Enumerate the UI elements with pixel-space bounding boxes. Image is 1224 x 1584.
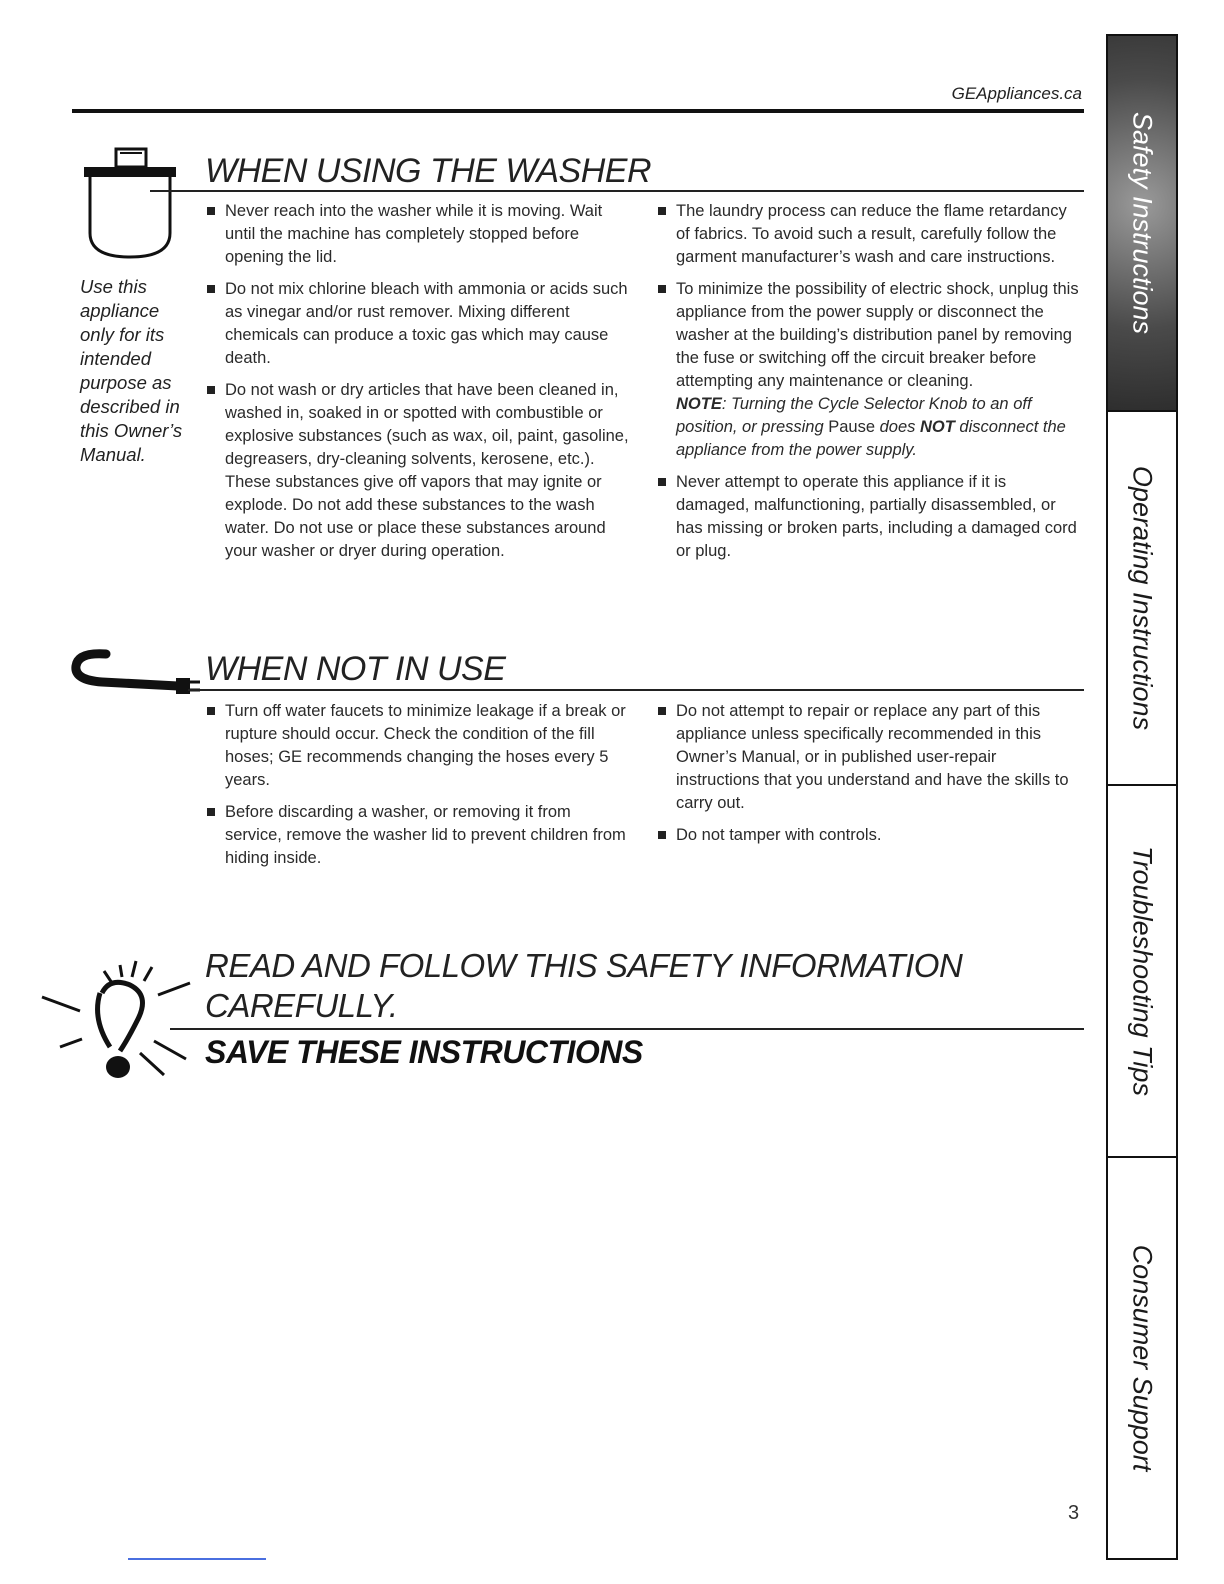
list-item: Do not wash or dry articles that have been cleaned in, washed in, soaked in or spotted with combustible or explosive substances (such as wax, oil, paint, gasoline, degreasers, dry-cleaning solvents, kerosene, etc.). These substances give off vapors that may ignite or explode. Do not add these substances to the wash water. Do not use or place these substances around your washer or dryer during operation. <box>205 379 630 563</box>
list-item: Turn off water faucets to minimize leakage if a break or rupture should occur. Check the condition of the fill hoses; GE recommends changing the hoses every 5 years. <box>205 700 630 792</box>
tab-operating-instructions[interactable] <box>1108 412 1176 786</box>
safety-heading-line1: READ AND FOLLOW THIS SAFETY INFORMATION <box>205 947 963 984</box>
closing-rule <box>170 1028 1084 1030</box>
washer-left-column <box>205 200 630 572</box>
list-item: The laundry process can reduce the flame retardancy of fabrics. To avoid such a result, carefully follow the garment manufacturer’s wash and care instructions. <box>656 200 1084 269</box>
note-label: NOTE <box>676 395 722 413</box>
safety-heading-line2: CAREFULLY. <box>205 987 398 1024</box>
side-note: Use this appliance only for its intended purpose as described in this Owner’s Manual. <box>80 276 183 465</box>
section-title-not-in-use: WHEN NOT IN USE <box>205 650 506 688</box>
section-rule-washer <box>150 190 1084 192</box>
tab-label: Operating Instructions <box>1127 465 1158 731</box>
list-item: Do not tamper with controls. <box>656 824 1084 847</box>
note-pause: Pause <box>828 418 876 436</box>
section-rule-not-in-use <box>188 689 1084 691</box>
tab-safety-instructions[interactable] <box>1108 36 1176 412</box>
header-rule <box>72 109 1084 113</box>
site-url: GEAppliances.ca <box>951 84 1082 103</box>
note-part: : Turning the Cycle Selector Knob to an off position, or pressing <box>676 395 1032 436</box>
washer-icon <box>80 145 180 263</box>
note-part: does <box>875 418 920 436</box>
tab-label: Safety Instructions <box>1127 111 1158 335</box>
section-title-washer: WHEN USING THE WASHER <box>205 152 652 190</box>
not-in-use-right-column <box>656 700 1084 856</box>
safety-heading <box>205 946 962 1026</box>
plug-icon <box>58 640 208 700</box>
note-text <box>656 393 1084 462</box>
list-item: To minimize the possibility of electric shock, unplug this appliance from the power supply or disconnect the washer at the building’s distribution panel by removing the fuse or switching off the circuit breaker before attempting any maintenance or cleaning. <box>656 278 1084 393</box>
save-instructions-heading: SAVE THESE INSTRUCTIONS <box>205 1034 643 1070</box>
section-tabs <box>1106 34 1178 1560</box>
footer-link-underline <box>128 1558 266 1560</box>
list-item: Never reach into the washer while it is moving. Wait until the machine has completely stopped before opening the lid. <box>205 200 630 269</box>
tab-troubleshooting-tips[interactable] <box>1108 786 1176 1158</box>
page-number: 3 <box>1068 1502 1080 1524</box>
tab-label: Troubleshooting Tips <box>1127 846 1158 1096</box>
not-in-use-left-column <box>205 700 630 879</box>
list-item: Never attempt to operate this appliance if it is damaged, malfunctioning, partially disassembled, or has missing or broken parts, including a damaged cord or plug. <box>656 471 1084 563</box>
washer-right-column <box>656 200 1084 572</box>
light-bulb-icon <box>40 955 205 1085</box>
tab-label: Consumer Support <box>1127 1244 1158 1472</box>
note-part: disconnect the appliance from the power supply. <box>676 418 1066 459</box>
list-item: Do not mix chlorine bleach with ammonia or acids such as vinegar and/or rust remover. Mixing different chemicals can produce a toxic gas which may cause death. <box>205 278 630 370</box>
tab-consumer-support[interactable] <box>1108 1158 1176 1558</box>
list-item: Do not attempt to repair or replace any part of this appliance unless specifically recommended in this Owner’s Manual, or in published user-repair instructions that you understand and have the skills to carry out. <box>656 700 1084 815</box>
note-not: NOT <box>920 418 955 436</box>
list-item: Before discarding a washer, or removing it from service, remove the washer lid to prevent children from hiding inside. <box>205 801 630 870</box>
